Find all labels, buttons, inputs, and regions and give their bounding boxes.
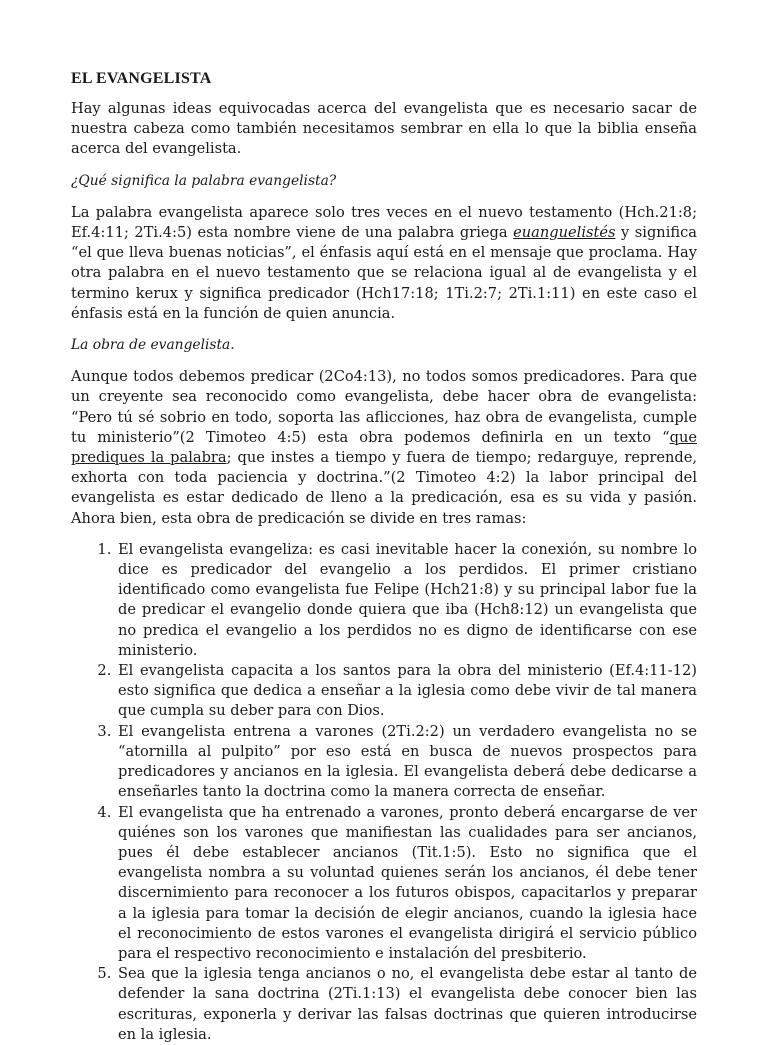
meaning-text-b: y significa “el que lleva buenas noticias”, el énfasis aquí está en el mensaje que proclama. Hay otra palabra en el nuevo testamento que se relaciona igual al de evangelista y el termino kerux y significa predicador (Hch17:18; 1Ti.2:7; 2Ti.1:11) en este caso el énfasis está en la función de quien anuncia. xyxy=(71,224,697,322)
meaning-text-a: La palabra evangelista aparece solo tres veces en el nuevo testamento (Hch.21:8; Ef.4:11; 2Ti.4:5) esta nombre viene de una palabra griega xyxy=(71,203,697,242)
page-title: EL EVANGELISTA xyxy=(71,70,212,87)
greek-term: euanguelistés xyxy=(513,224,616,242)
list-item: 4. El evangelista que ha entrenado a varones, pronto deberá encargarse de ver quiénes son los varones que manifiestan las cualidades para ser ancianos, pues él debe establecer ancianos (Tit.1:5). Esto no significa que el evangelista nombra a su voluntad quienes serán los ancianos, él debe tener discernimiento para reconocer a los futuros obispos, capacitarlos y preparar a la iglesia para tomar la decisión de elegir ancianos, cuando la iglesia hace el reconocimiento de estos varones el evangelista dirigirá el servicio público para el respectivo reconocimiento e instalación del presbiterio. xyxy=(116,803,697,965)
numbered-list xyxy=(71,540,697,1045)
work-text-b: ; que instes a tiempo y fuera de tiempo; redarguye, reprende, exhorta con toda paciencia y doctrina.”(2 Timoteo 4:2) la labor principal del evangelista es estar dedicado de lleno a la predicación, esa es su vida y pasión. Ahora bien, esta obra de predicación se divide en tres ramas: xyxy=(71,449,697,527)
list-item: 2. El evangelista capacita a los santos para la obra del ministerio (Ef.4:11-12) esto significa que dedica a enseñar a la iglesia como debe vivir de tal manera que cumpla su deber para con Dios. xyxy=(116,661,697,722)
section-heading-work: La obra de evangelista. xyxy=(71,337,235,354)
intro-paragraph: Hay algunas ideas equivocadas acerca del evangelista que es necesario sacar de nuestra cabeza como también necesitamos sembrar en ella lo que la biblia enseña acerca del evangelista. xyxy=(71,100,697,158)
underlined-quote: que prediques la palabra xyxy=(71,428,697,467)
list-item: 5. Sea que la iglesia tenga ancianos o no, el evangelista debe estar al tanto de defender la sana doctrina (2Ti.1:13) el evangelista debe conocer bien las escrituras, exponerla y derivar las falsas doctrinas que quieren introducirse en la iglesia. xyxy=(116,964,697,1045)
meaning-paragraph xyxy=(71,203,697,324)
section-heading-meaning: ¿Qué significa la palabra evangelista? xyxy=(71,172,337,189)
work-paragraph xyxy=(71,367,697,529)
list-item: 1. El evangelista evangeliza: es casi inevitable hacer la conexión, su nombre lo dice es predicador del evangelio a los perdidos. El primer cristiano identificado como evangelista fue Felipe (Hch21:8) y su principal labor fue la de predicar el evangelio donde quiera que iba (Hch8:12) un evangelista que no predica el evangelio a los perdidos no es digno de identificarse con ese ministerio. xyxy=(116,540,697,661)
work-text-a: Aunque todos debemos predicar (2Co4:13), no todos somos predicadores. Para que un creyente sea reconocido como evangelista, debe hacer obra de evangelista: “Pero tú sé sobrio en todo, soporta las aflicciones, haz obra de evangelista, cumple tu ministerio”(2 Timoteo 4:5) esta obra podemos definirla en un texto “ xyxy=(71,368,697,446)
list-item: 3. El evangelista entrena a varones (2Ti.2:2) un verdadero evangelista no se “atornilla al pulpito” por eso está en busca de nuevos prospectos para predicadores y ancianos en la iglesia. El evangelista deberá debe dedicarse a enseñarles tanto la doctrina como la manera correcta de enseñar. xyxy=(116,722,697,803)
